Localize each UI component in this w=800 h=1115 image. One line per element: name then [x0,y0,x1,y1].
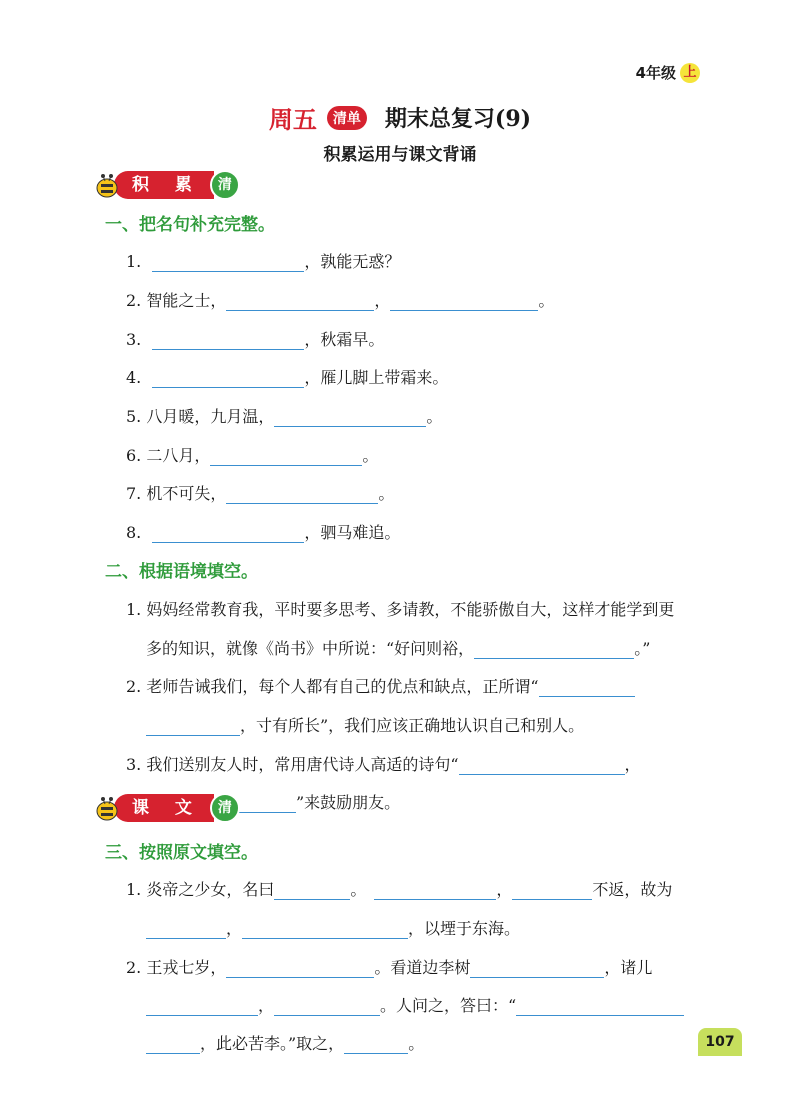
item-text: 炎帝之少女，名曰 [146,880,275,899]
title-main: 期末总复习(9) [384,106,532,132]
section-tag-lesson [92,793,240,823]
item-text: 老师告诫我们，每个人都有自己的优点和缺点，正所谓“ [146,677,539,696]
item-text: 王戎七岁， [146,958,227,977]
q3-item-2-line-1 [126,955,652,978]
item-text: 八月暖，九月温， [146,407,275,426]
q1-item-7 [126,481,394,504]
item-text: 。” [634,639,651,658]
section-tag-accumulate [92,170,240,200]
item-text: ，此必苦李。”取之， [200,1034,345,1053]
answer-blank[interactable] [146,1035,200,1054]
grade-text: 4年级 [635,64,676,82]
q1-item-4 [126,365,448,388]
answer-blank[interactable] [474,640,634,659]
item-text: 妈妈经常教育我，平时要多思考、多请教，不能骄傲自大，这样才能学到更 [146,600,675,619]
section-tag-badge: 清 [210,793,240,823]
answer-blank[interactable] [390,292,538,311]
item-number: 1. [126,600,142,619]
q1-item-5 [126,404,442,427]
section-tag-badge: 清 [210,170,240,200]
q3-item-1-line-1 [126,877,672,900]
answer-blank[interactable] [152,369,304,388]
title-day: 周五 [268,106,317,134]
answer-blank[interactable] [226,485,378,504]
bee-icon [92,793,122,823]
item-text: ， [258,996,275,1015]
item-text: 。 [378,484,395,503]
item-text: 。 [350,880,367,899]
answer-blank[interactable] [274,408,426,427]
q1-item-2 [126,288,554,311]
answer-blank[interactable] [146,717,240,736]
item-number: 1. [126,880,142,899]
answer-blank[interactable] [470,959,604,978]
item-text: 。 [538,291,555,310]
item-number: 2. [126,677,142,696]
question-1-heading: 一、把名句补充完整。 [105,215,275,235]
answer-blank[interactable] [274,881,350,900]
answer-blank[interactable] [146,997,258,1016]
item-number: 2. [126,291,142,310]
item-text: 机不可失， [146,484,227,503]
q2-item-3-line-1 [126,752,641,775]
item-text: ，诸儿 [604,958,653,977]
item-number: 4. [126,368,142,387]
answer-blank[interactable] [146,920,226,939]
answer-blank[interactable] [516,997,684,1016]
item-text: 不返，故为 [592,880,673,899]
grade-label [636,62,700,83]
q1-item-6 [126,443,378,466]
item-text: 智能之士， [146,291,227,310]
q3-item-2-line-3 [146,1031,424,1054]
answer-blank[interactable] [512,881,592,900]
item-text: 。 [426,407,443,426]
q2-item-2-line-1 [126,674,635,697]
section-tag-label: 积 累 [114,171,214,199]
item-text: ， [496,880,513,899]
item-number: 1. [126,252,142,271]
item-number: 6. [126,446,142,465]
item-number: 3. [126,330,142,349]
answer-blank[interactable] [274,997,380,1016]
item-number: 7. [126,484,142,503]
answer-blank[interactable] [152,524,304,543]
item-text: ，寸有所长”，我们应该正确地认识自己和别人。 [240,716,585,735]
q1-item-3 [126,327,384,350]
item-text: ， [374,291,391,310]
item-text: ，以堙于东海。 [408,919,521,938]
q2-item-1-line-1 [126,597,674,620]
item-number: 2. [126,958,142,977]
section-tag-label: 课 文 [114,794,214,822]
answer-blank[interactable] [539,678,635,697]
item-text: ，驷马难追。 [304,523,401,542]
item-text: ，孰能无惑？ [304,252,401,271]
q3-item-1-line-2 [146,916,520,939]
page-subtitle: 积累运用与课文背诵 [323,145,477,165]
item-text: 。看道边李树 [374,958,471,977]
item-number: 3. [126,755,142,774]
answer-blank[interactable] [152,253,304,272]
q2-item-1-line-2 [146,636,650,659]
answer-blank[interactable] [210,447,362,466]
q1-item-8 [126,520,400,543]
item-text: 。人问之，答曰：“ [380,996,517,1015]
item-text: 二八月， [146,446,211,465]
item-text: ， [226,919,243,938]
item-text: 多的知识，就像《尚书》中所说：“好问则裕， [146,639,475,658]
q3-item-2-line-2 [146,993,684,1016]
grade-badge: 上 [680,63,700,83]
item-text: ，雁儿脚上带霜来。 [304,368,449,387]
question-2-heading: 二、根据语境填空。 [105,562,258,582]
title-badge: 清单 [327,106,367,130]
answer-blank[interactable] [242,920,408,939]
q1-item-1 [126,249,400,272]
answer-blank[interactable] [459,756,625,775]
item-number: 8. [126,523,142,542]
item-text: ， [624,755,641,774]
answer-blank[interactable] [374,881,496,900]
item-text: ”来鼓励朋友。 [296,793,401,812]
answer-blank[interactable] [344,1035,408,1054]
item-text: ，秋霜早。 [304,330,385,349]
answer-blank[interactable] [152,331,304,350]
item-number: 5. [126,407,142,426]
page-number: 107 [698,1028,742,1056]
item-text: 我们送别友人时，常用唐代诗人高适的诗句“ [146,755,459,774]
item-text: 。 [408,1034,425,1053]
q2-item-2-line-2 [146,713,584,736]
bee-icon [92,170,122,200]
question-3-heading: 三、按照原文填空。 [105,843,258,863]
item-text: 。 [362,446,379,465]
answer-blank[interactable] [226,959,374,978]
answer-blank[interactable] [226,292,374,311]
page-title [0,100,800,135]
